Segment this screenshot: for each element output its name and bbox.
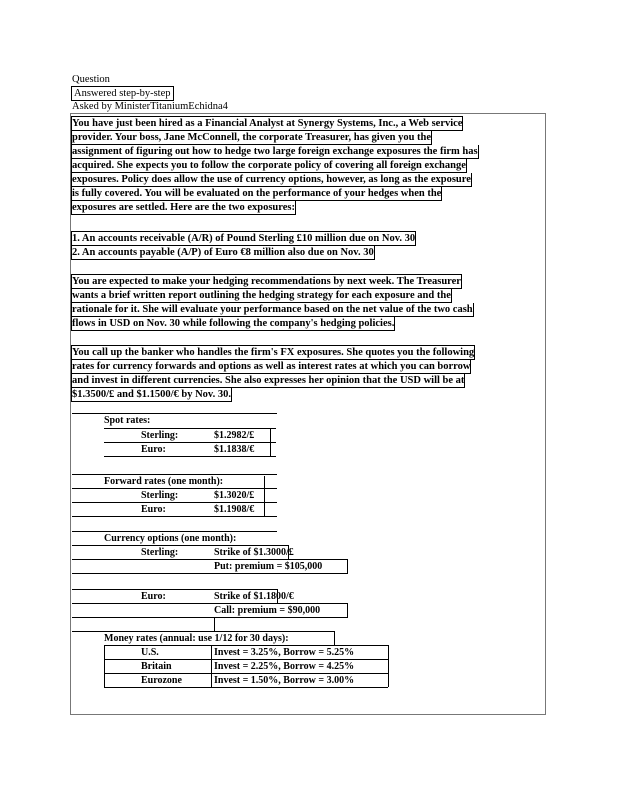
money-heading: Money rates (annual: use 1/12 for 30 days): [104, 633, 289, 644]
exposure-item: 2. An accounts payable (A/P) of Euro €8 million also due on Nov. 30 [72, 247, 374, 258]
answered-badge[interactable]: Answered step-by-step [71, 86, 174, 101]
options-euro-strike: Strike of $1.1800/€ [214, 591, 294, 602]
banker-line: You call up the banker who handles the firm's FX exposures. She quotes you the following [72, 347, 475, 358]
forward-euro-label: Euro: [141, 504, 166, 515]
expect-line: rationale for it. She will evaluate your performance based on the net value of the two cash [72, 304, 473, 315]
spot-sterling-value: $1.2982/£ [214, 430, 255, 441]
spot-heading: Spot rates: [104, 415, 151, 426]
options-euro-label: Euro: [141, 591, 166, 602]
options-sterling-put: Put: premium = $105,000 [214, 561, 323, 572]
money-eurozone-label: Eurozone [141, 675, 182, 686]
banker-line: and invest in different currencies. She also expresses her opinion that the USD will be at [72, 375, 465, 386]
expect-line: You are expected to make your hedging recommendations by next week. The Treasurer [72, 276, 461, 287]
money-britain-value: Invest = 2.25%, Borrow = 4.25% [214, 661, 355, 672]
options-sterling-label: Sterling: [141, 547, 179, 558]
money-eurozone-value: Invest = 1.50%, Borrow = 3.00% [214, 675, 355, 686]
exposure-item: 1. An accounts receivable (A/R) of Pound Sterling £10 million due on Nov. 30 [72, 233, 416, 244]
money-us-label: U.S. [141, 647, 159, 658]
intro-paragraph [71, 116, 543, 215]
intro-line: assignment of figuring out how to hedge two large foreign exchange exposures the firm has [72, 146, 478, 157]
intro-line: provider. Your boss, Jane McConnell, the corporate Treasurer, has given you the [72, 132, 432, 143]
banker-line: $1.3500/£ and $1.1500/€ by Nov. 30. [72, 389, 231, 400]
expect-line: wants a brief written report outlining the hedging strategy for each exposure and the [72, 290, 451, 301]
banker-line: rates for currency forwards and options as well as interest rates at which you can borrow [72, 361, 471, 372]
asked-by: Asked by MinisterTitaniumEchidna4 [72, 101, 228, 112]
forward-sterling-value: $1.3020/£ [214, 490, 255, 501]
exposures-list [71, 231, 543, 260]
options-heading: Currency options (one month): [104, 533, 237, 544]
forward-sterling-label: Sterling: [141, 490, 179, 501]
banker-paragraph [71, 345, 543, 402]
options-sterling-strike: Strike of $1.3000/£ [214, 547, 294, 558]
options-euro-call: Call: premium = $90,000 [214, 605, 321, 616]
expect-line: flows in USD on Nov. 30 while following the company's hedging policies. [72, 318, 395, 329]
question-label: Question [72, 74, 110, 85]
spot-sterling-label: Sterling: [141, 430, 179, 441]
spot-euro-label: Euro: [141, 444, 166, 455]
intro-line: exposures. Policy does allow the use of currency options, however, as long as the exposure [72, 174, 471, 185]
expectations-paragraph [71, 274, 543, 331]
money-britain-label: Britain [141, 661, 172, 672]
intro-line: is fully covered. You will be evaluated on the performance of your hedges when the [72, 188, 442, 199]
intro-line: exposures are settled. Here are the two exposures: [72, 202, 295, 213]
forward-euro-value: $1.1908/€ [214, 504, 255, 515]
money-us-value: Invest = 3.25%, Borrow = 5.25% [214, 647, 355, 658]
forward-heading: Forward rates (one month): [104, 476, 224, 487]
intro-line: You have just been hired as a Financial Analyst at Synergy Systems, Inc., a Web service [72, 118, 463, 129]
spot-euro-value: $1.1838/€ [214, 444, 255, 455]
intro-line: acquired. She expects you to follow the corporate policy of covering all foreign exchange [72, 160, 466, 171]
